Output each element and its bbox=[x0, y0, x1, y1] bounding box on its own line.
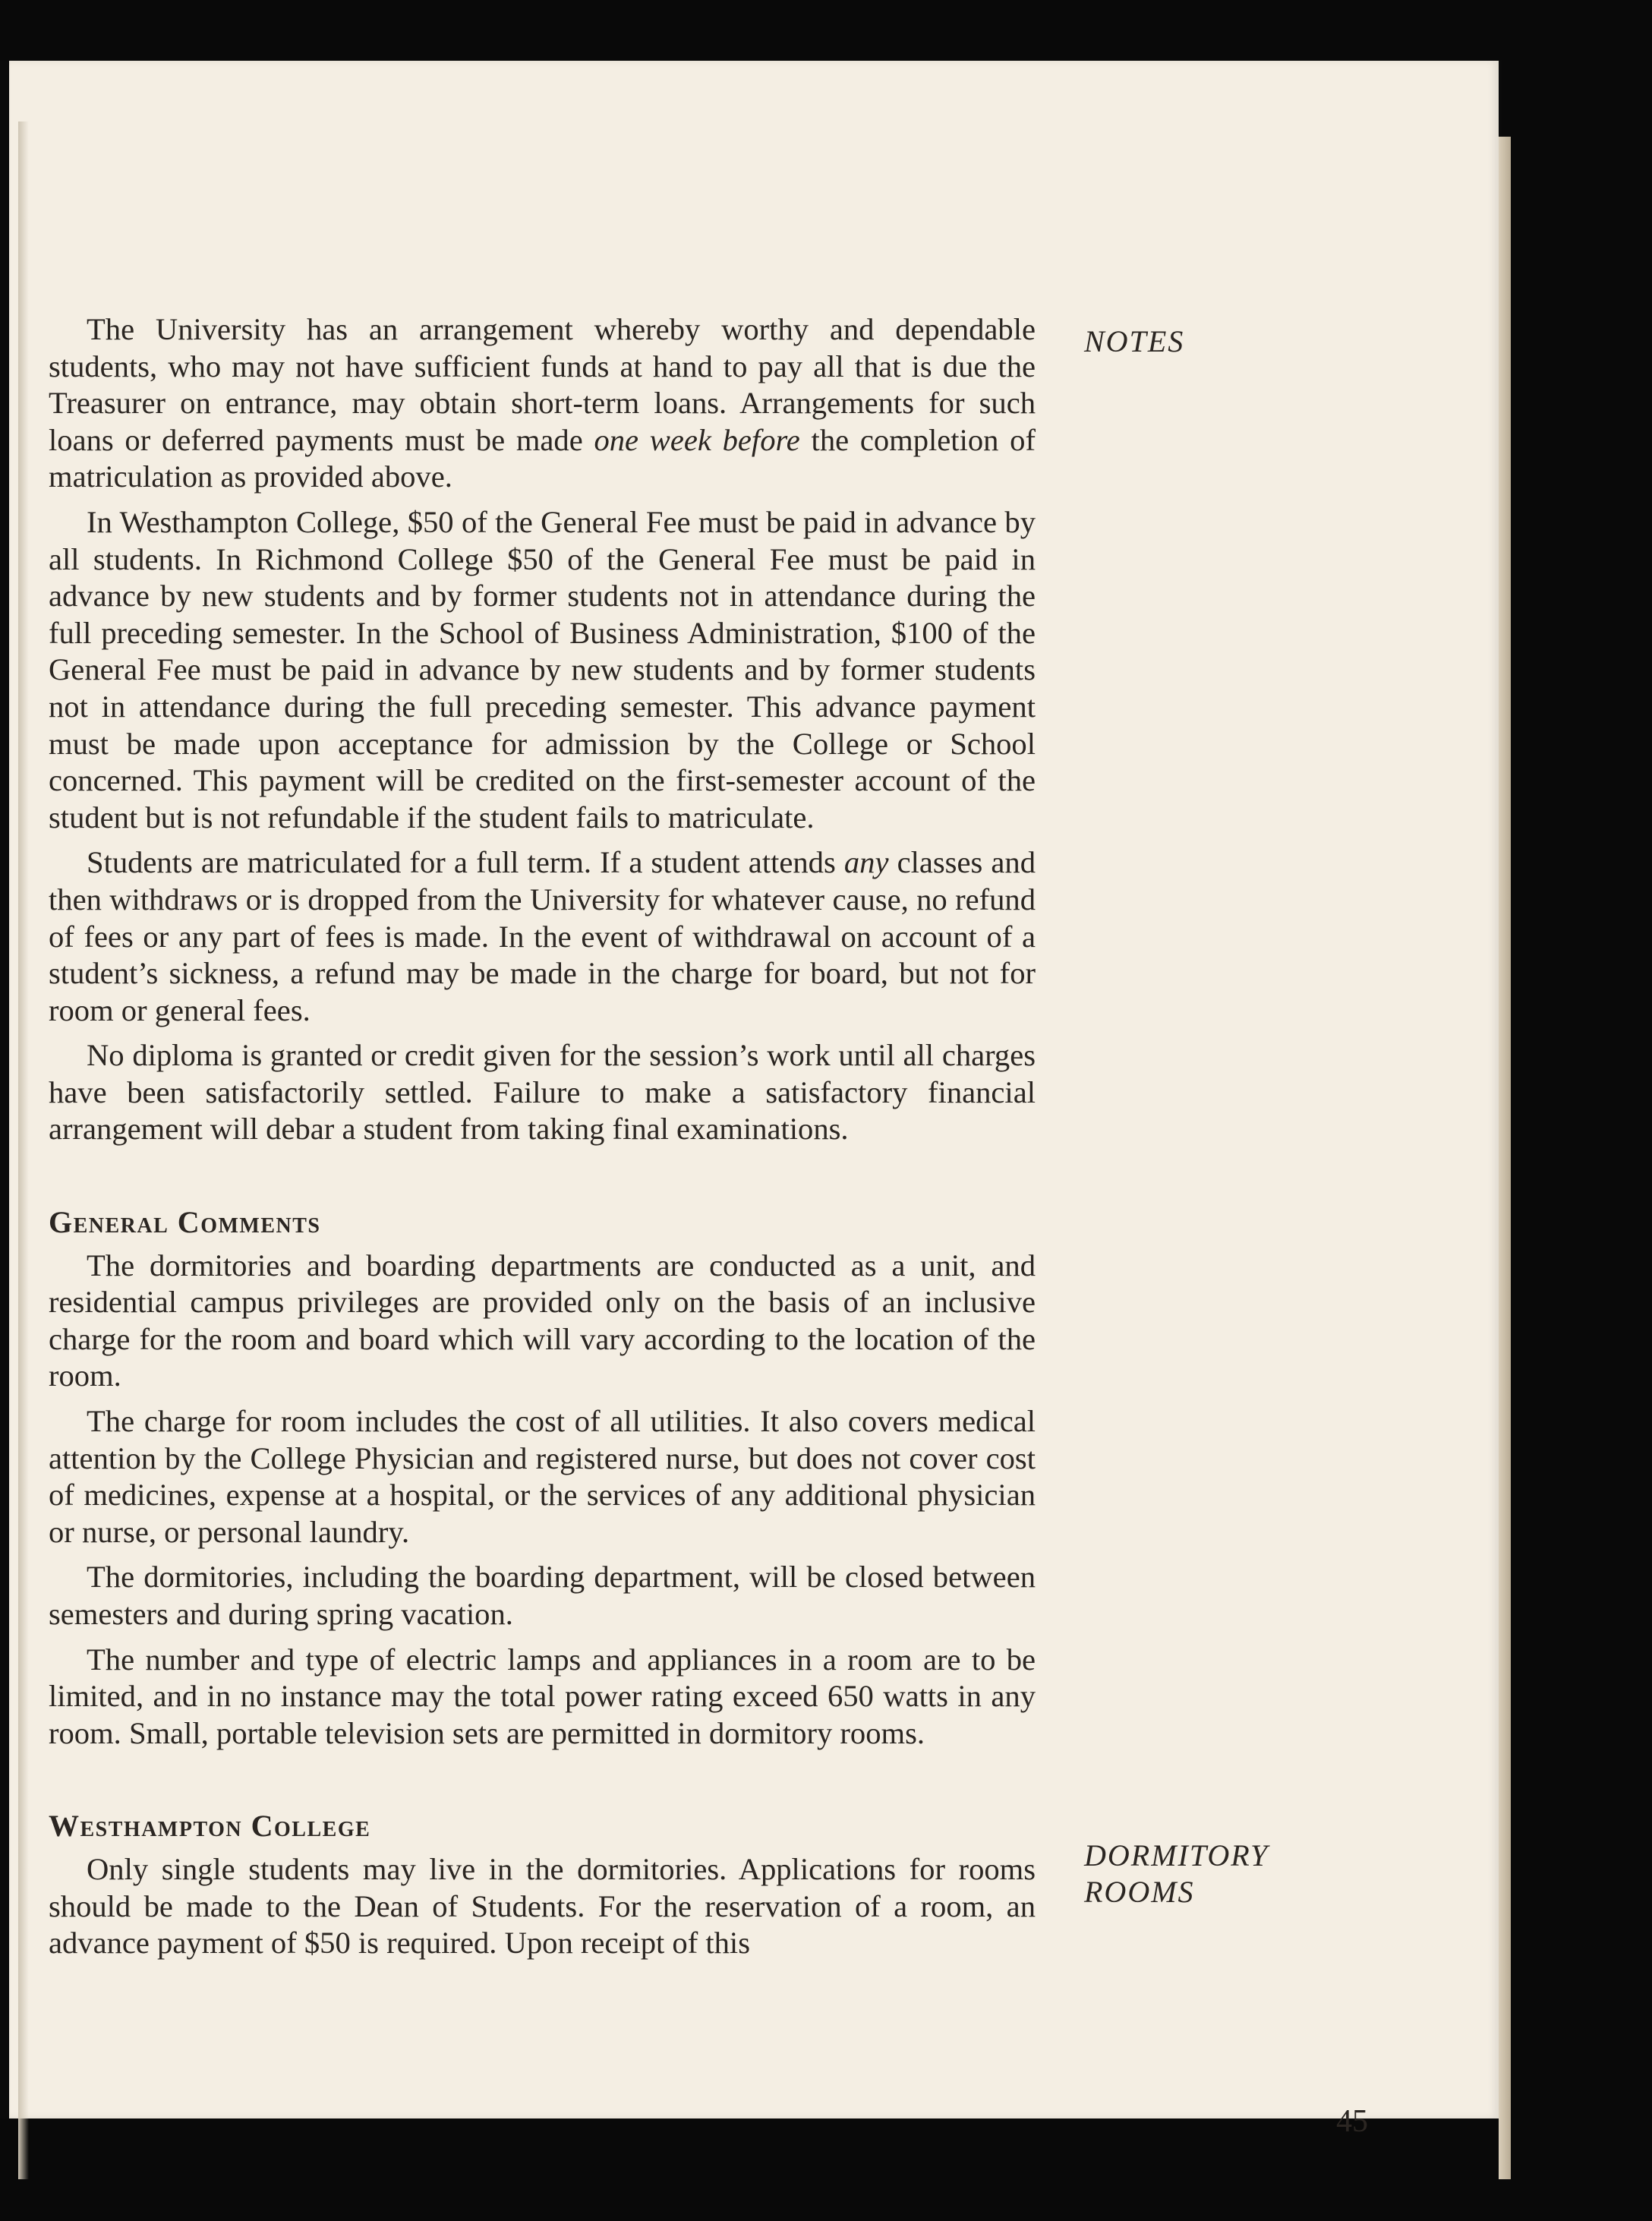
page-number: 45 bbox=[1336, 2104, 1368, 2139]
margin-note-notes bbox=[1084, 323, 1184, 360]
paragraph-dormitories-unit: The dormitories and boarding departments are conducted as a unit, and residential campus privileges are provided only on the basis of an inclusive charge for the room and board which will vary according to the location of the room. bbox=[49, 1248, 1036, 1393]
paragraph-loans-text-end: the completion of matriculation as provided above. bbox=[49, 422, 1036, 494]
page-edge bbox=[1499, 137, 1511, 2179]
paragraph-advance-fee: In Westhampton College, $50 of the General Fee must be paid in advance by all students. In Richmond College $50 of the General Fee must be paid in advance by new students and by former students not in attendance during the full preceding semester. In the School of Business Administration, $100 of the General Fee must be paid in advance by new students and by former students not in attendance during the full preceding semester. This advance payment must be made upon acceptance for admission by the College or School concerned. This payment will be credited on the first-semester account of the student but is not refundable if the student fails to matriculate. bbox=[49, 504, 1036, 834]
paragraph-diploma: No diploma is granted or credit given for the session’s work until all charges have been satisfactorily settled. Failure to make a satisfactory financial arrangement will debar a student from taking final examinations. bbox=[49, 1038, 1036, 1147]
paragraph-loans bbox=[49, 311, 1036, 496]
paragraph-matriculation-text-end: classes and then withdraws or is dropped from the University for whatever cause, no refund of fees or any part of fees is made. In the event of withdrawal on account of a student’s sickness, a refund may be made in the charge for board, but not for room or general fees. bbox=[49, 845, 1036, 1027]
spine-shadow bbox=[18, 121, 29, 2179]
paragraph-room-charge: The charge for room includes the cost of all utilities. It also covers medical attention by the College Physician and registered nurse, but does not cover cost of medicines, expense at a hospital, or the services of any additional physician or nurse, or personal laundry. bbox=[49, 1404, 1036, 1549]
main-text-column bbox=[49, 311, 1036, 1962]
margin-note-dormitory-line: DORMITORY bbox=[1084, 1838, 1269, 1872]
margin-note-dormitory-rooms bbox=[1084, 1838, 1269, 1910]
section-heading-general-comments: General Comments bbox=[49, 1205, 321, 1240]
spacer bbox=[49, 1845, 1036, 1851]
paragraph-loans-text: The University has an arrangement whereby worthy and dependable students, who may not have sufficient funds at hand to pay all that is due the Treasurer on entrance, may obtain short-term loans. Arrangements for such loans or deferred payments must be made bbox=[49, 312, 1036, 457]
spacer bbox=[49, 1241, 1036, 1248]
emphasis-one-week-before: one week before bbox=[594, 422, 800, 457]
paragraph-matriculation-text: Students are matriculated for a full term. If a student attends bbox=[87, 845, 844, 880]
paragraph-single-students: Only single students may live in the dormitories. Applications for rooms should be made to the Dean of Students. For the reservation of a room, an advance payment of $50 is required. Upon receipt of this bbox=[49, 1851, 1036, 1961]
scan-background-right bbox=[1502, 0, 1652, 2221]
spacer bbox=[49, 1148, 1036, 1204]
paragraph-electric-lamps: The number and type of electric lamps and appliances in a room are to be limited, and in no instance may the total power rating exceed 650 watts in any room. Small, portable television sets are permitted in dormitory rooms. bbox=[49, 1642, 1036, 1750]
emphasis-any: any bbox=[843, 845, 889, 880]
margin-note-rooms-line: ROOMS bbox=[1084, 1875, 1195, 1909]
margin-note-notes-label: NOTES bbox=[1084, 324, 1185, 358]
scan-background-top bbox=[0, 0, 1652, 61]
paragraph-dormitories-closed: The dormitories, including the boarding department, will be closed between semesters and during spring vacation. bbox=[49, 1560, 1036, 1631]
scan-background-bottom bbox=[0, 2118, 1652, 2221]
paragraph-matriculation bbox=[49, 844, 1036, 1029]
spacer bbox=[49, 1752, 1036, 1808]
section-heading-westhampton-college: Westhampton College bbox=[49, 1809, 371, 1844]
book-page bbox=[9, 61, 1499, 2139]
